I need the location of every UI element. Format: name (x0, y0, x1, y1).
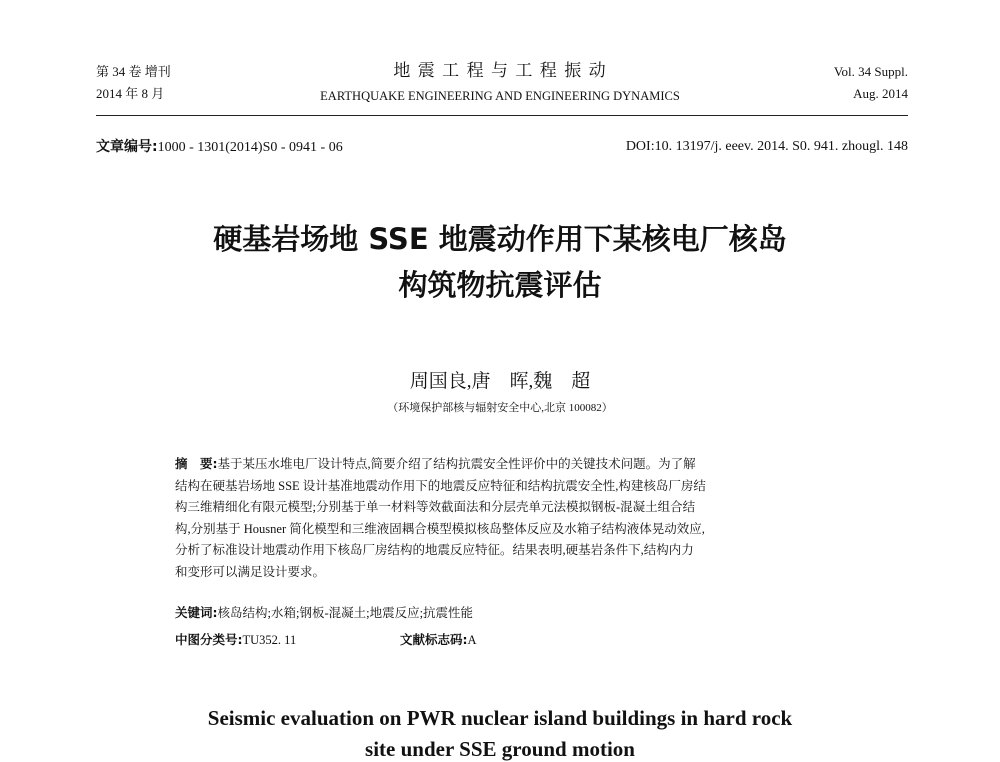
volume-en: Vol. 34 Suppl. (833, 64, 908, 79)
clc-label: 中图分类号: (175, 632, 243, 647)
date-en: Aug. 2014 (853, 86, 908, 101)
title-en-line1: Seismic evaluation on PWR nuclear island buildings in hard rock (207, 706, 793, 730)
header-rule (96, 115, 908, 116)
article-number-value: 1000 - 1301(2014)S0 - 0941 - 06 (157, 140, 343, 155)
journal-title-cn: 地 震 工 程 与 工 程 振 动 (393, 61, 607, 81)
title-en-line2: site under SSE ground motion (365, 737, 635, 761)
article-number (96, 138, 343, 157)
doi: DOI:10. 13197/j. eeev. 2014. S0. 941. zhougl. 148 (625, 139, 908, 154)
clc-value: TU352. 11 (242, 633, 297, 647)
publication-date: 2014 年 8 月 (96, 86, 165, 101)
affiliation: （环境保护部核与辐射安全中心,北京 100082） (387, 402, 613, 414)
journal-title-en: EARTHQUAKE ENGINEERING AND ENGINEERING DYNAMICS (320, 89, 680, 103)
authors: 周国良,唐 晖,魏 超 (409, 371, 591, 392)
clc-number (175, 631, 296, 649)
title-cn-line2: 构筑物抗震评估 (398, 268, 602, 302)
abstract-line-3: 构三维精细化有限元模型;分别基于单一材料等效截面法和分层壳单元法模拟钢板-混凝土组合结 (175, 500, 696, 514)
abstract-line-6: 和变形可以满足设计要求。 (175, 564, 326, 579)
volume-issue: 第 34 卷 增刊 (96, 64, 171, 79)
title-cn-line1: 硬基岩场地 SSE 地震动作用下某核电厂核岛 (213, 222, 787, 256)
abstract-line-5: 分析了标准设计地震动作用下核岛厂房结构的地震反应特征。结果表明,硬基岩条件下,结构内力 (175, 543, 694, 557)
document-code (400, 631, 477, 649)
abstract-label: 摘 要: (175, 456, 218, 471)
abstract (175, 453, 827, 583)
document-code-label: 文献标志码: (400, 632, 468, 647)
abstract-line-2: 结构在硬基岩场地 SSE 设计基准地震动作用下的地震反应特征和结构抗震安全性,构建核岛厂房结 (175, 478, 706, 493)
abstract-line-4: 构,分别基于 Housner 简化模型和三维液固耦合模型模拟核岛整体反应及水箱子结构液体晃动效应, (175, 521, 705, 536)
document-code-value: A (467, 633, 477, 647)
keywords-value: 核岛结构;水箱;钢板-混凝土;地震反应;抗震性能 (217, 606, 474, 620)
article-number-label: 文章编号: (96, 139, 158, 155)
keywords (175, 604, 473, 622)
keywords-label: 关键词: (175, 605, 218, 620)
abstract-line-1: 摘 要:基于某压水堆电厂设计特点,简要介绍了结构抗震安全性评价中的关键技术问题。为了解 (175, 456, 696, 471)
